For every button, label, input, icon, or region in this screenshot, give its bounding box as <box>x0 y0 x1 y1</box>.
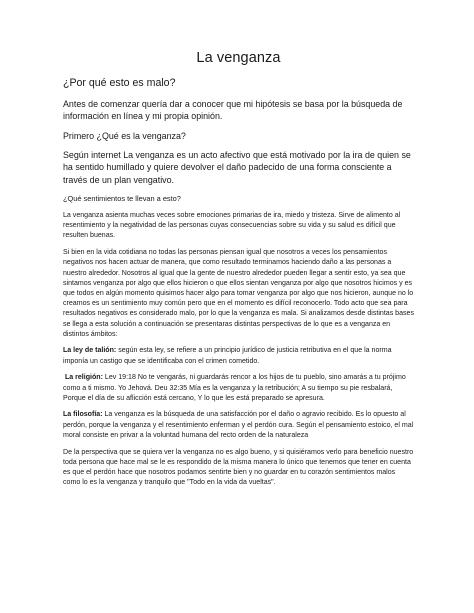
law-text: según esta ley, se refiere a un principio jurídico de justicia retributiva en el que la norma imponía un castigo que se identificaba con el crimen cometido. <box>63 347 392 365</box>
religion-text: Lev 19:18 No te vengarás, ni guardarás rencor a los hijos de tu pueblo, sino amarás a tu prójimo como a ti mismo. Yo Jehová. Deu 32:35 Mía es la venganza y la retribución; A su tiempo su pie resbalará, Porque el día de su aflicción está cercano, Y lo que les está preparado se apresura. <box>63 374 406 402</box>
philosophy-label: La filosofía: <box>63 411 103 419</box>
emotions-paragraph: La venganza asienta muchas veces sobre emociones primarias de ira, miedo y tristeza. Sirve de alimento al resentimiento y la negatividad de las personas cuyas consecuencias sobre su vida y su salud es difícil que resulten buenas. <box>63 212 401 240</box>
question-heading: ¿Por qué esto es malo? <box>63 77 176 89</box>
feelings-subheading: ¿Qué sentimientos te llevan a esto? <box>63 194 181 204</box>
definition-paragraph: Según internet La venganza es un acto afectivo que está motivado por la ira de quien se ha sentido humillado y quiere devolver el daño padecido de una forma consciente a través de un plan vengativo. <box>63 149 411 185</box>
conclusion-paragraph: De la perspectiva que se quiera ver la venganza no es algo bueno, y si quisiéramos verlo para beneficio nuestro toda persona que hace mal se le es respondido de la misma manera lo único que tenemos que tener en cuenta es que el perdón hace que nosotros podamos sentirte bien y no guardar en tu corazón sentimientos malos como lo es la venganza y tranquilo que "Todo en la vida da vueltas". <box>63 448 414 487</box>
document-title: La venganza <box>196 50 281 66</box>
religion-paragraph <box>63 373 414 404</box>
religion-label: La religión: <box>64 374 103 382</box>
law-paragraph <box>63 346 414 366</box>
intro-paragraph: Antes de comenzar quería dar a conocer que mi hipótesis se basa por la búsqueda de información en línea y mi propia opinión. <box>63 99 403 122</box>
what-is-heading: Primero ¿Qué es la venganza? <box>63 130 186 141</box>
analysis-paragraph: Si bien en la vida cotidiana no todas las personas piensan igual que nosotros a veces los pensamientos negativos nos hacen actuar de manera, que como resultado terminamos haciendo daño a las personas a nuestro alrededor. Nosotros al igual que la gente de nuestro alrededor pueden llegar a sentir esto, ya sea que sintamos venganza por algo que ellos hicieron o que ellos sientan venganza por algo que nosotros hicimos y es que todos en algún momento quisimos hacer algo para tomar venganza por algo que nos hicieron, aunque no lo creamos es un sentimiento muy común pero que en el momento es difícil reconocerlo. Todo acto que sea para resultados negativos es considerado malo, por lo que la venganza es mala. Si analizamos desde distintas bases se llega a esta solución a continuación se presentaras distintas perspectivas de lo que es a venganza en distintos ámbitos: <box>63 249 414 338</box>
law-label: La ley de talión: <box>63 347 117 355</box>
philosophy-text: La venganza es la búsqueda de una satisfacción por el daño o agravio recibido. Es lo opuesto al perdón, porque la venganza y el resentimiento enferman y el perdón cura. Según el pensamiento estoico, el mal moral consiste en privar a la voluntad humana del recto orden de la naturaleza <box>63 411 414 439</box>
philosophy-paragraph <box>63 410 414 441</box>
